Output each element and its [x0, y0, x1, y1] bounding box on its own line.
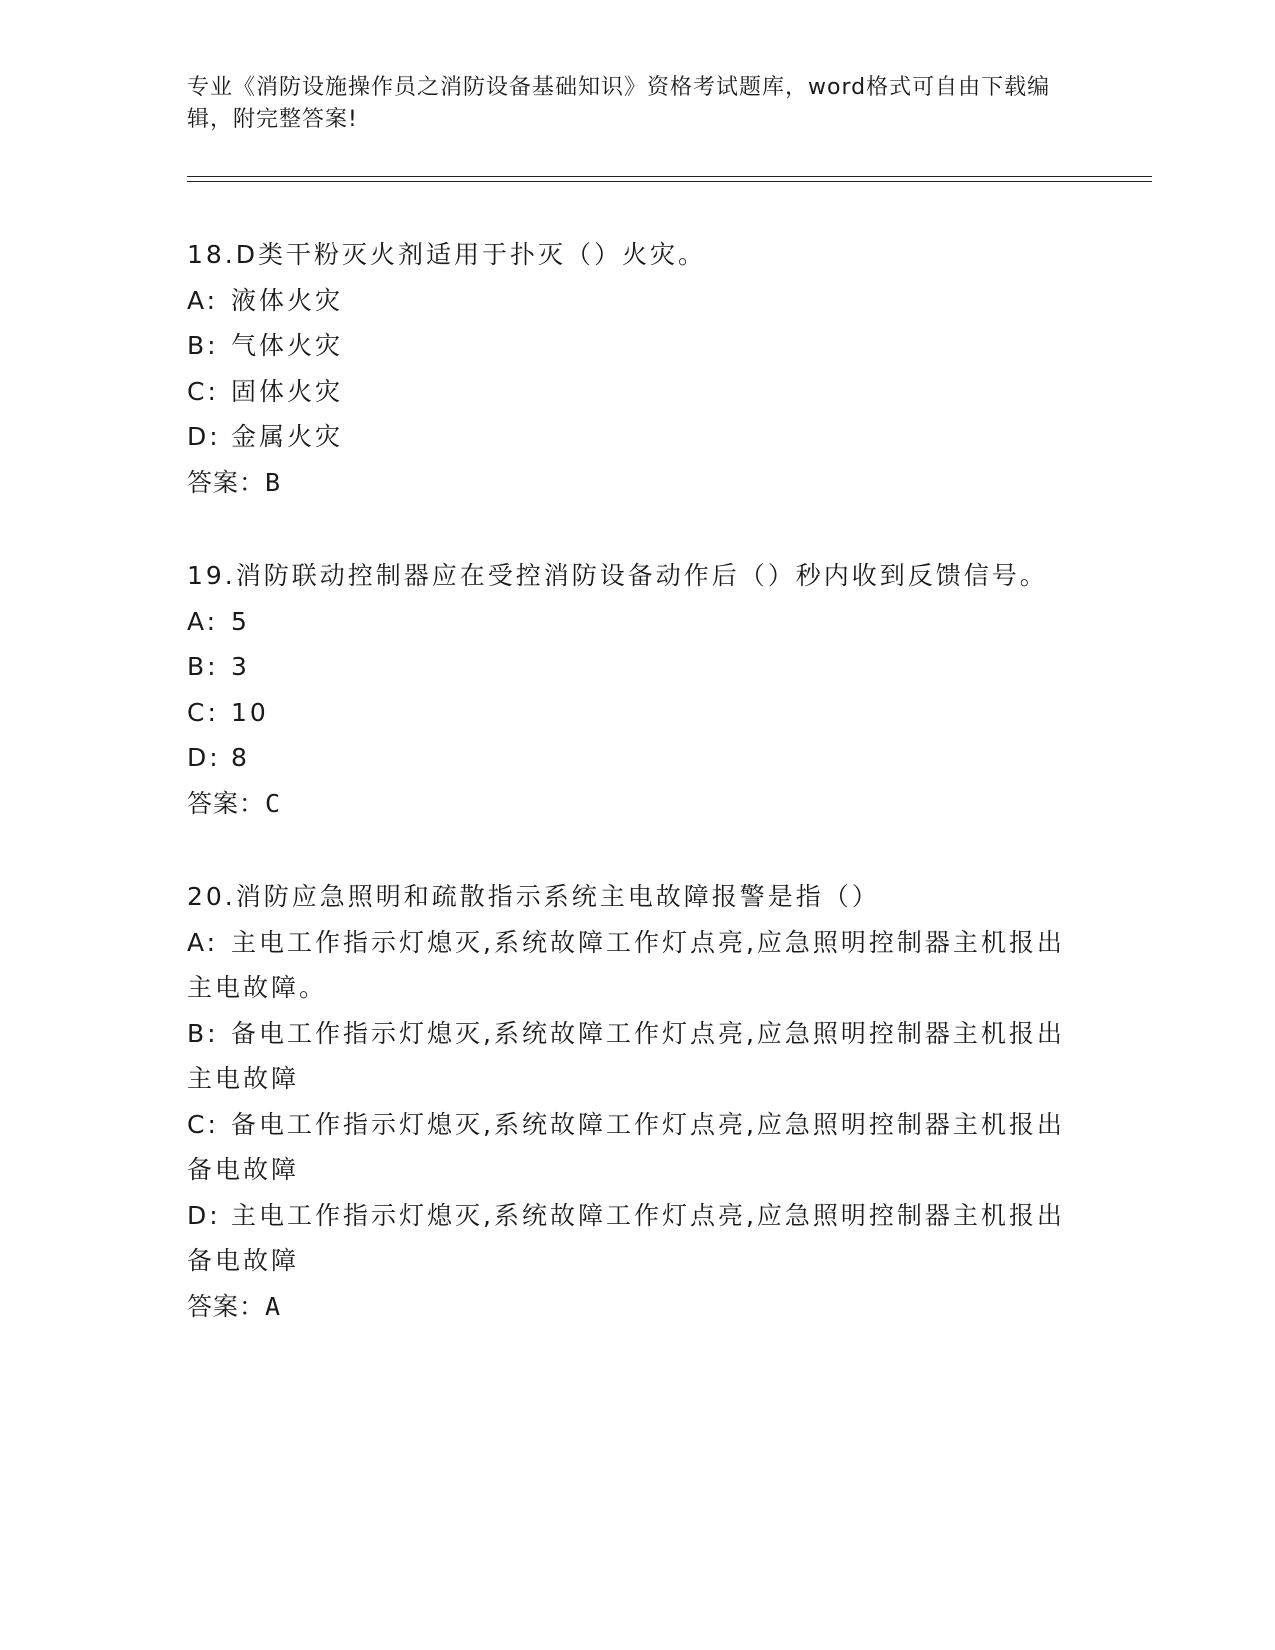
- option-text: 3: [231, 652, 250, 681]
- option-b: [187, 1011, 1087, 1102]
- question-stem: 19.消防联动控制器应在受控消防设备动作后（）秒内收到反馈信号。: [187, 561, 1048, 590]
- option-c: [187, 690, 1087, 736]
- option-b: [187, 644, 1087, 690]
- option-text: 5: [231, 606, 250, 636]
- question-stem: 20.消防应急照明和疏散指示系统主电故障报警是指（）: [187, 882, 880, 911]
- option-text: 主电工作指示灯熄灭,系统故障工作灯点亮,应急照明控制器主机报出备电故障: [187, 1200, 1065, 1275]
- option-letter: C:: [187, 1109, 219, 1139]
- option-a: [187, 599, 1087, 645]
- option-text: 金属火灾: [231, 422, 344, 451]
- option-letter: C:: [187, 697, 219, 727]
- answer-value: B: [265, 467, 282, 497]
- option-letter: A:: [187, 606, 219, 636]
- option-text: 固体火灾: [231, 376, 344, 406]
- question-20: [187, 874, 1087, 1329]
- option-text: 8: [231, 743, 250, 772]
- option-letter: A:: [187, 927, 219, 957]
- option-letter: D:: [187, 743, 221, 772]
- option-letter: C:: [187, 376, 219, 406]
- option-text: 气体火灾: [231, 331, 344, 360]
- option-text: 备电工作指示灯熄灭,系统故障工作灯点亮,应急照明控制器主机报出主电故障: [187, 1018, 1065, 1093]
- option-a: [187, 920, 1087, 1011]
- answer-line: [187, 781, 1087, 827]
- option-c: [187, 369, 1087, 415]
- option-letter: D:: [187, 1200, 221, 1230]
- document-header: 专业《消防设施操作员之消防设备基础知识》资格考试题库，word格式可自由下载编辑，附完整答案!: [187, 75, 1051, 132]
- answer-line: [187, 460, 1087, 506]
- answer-line: [187, 1284, 1087, 1330]
- option-letter: B:: [187, 1018, 219, 1048]
- option-a: [187, 278, 1087, 324]
- question-18: [187, 232, 1087, 505]
- option-d: [187, 414, 1087, 460]
- option-text: 10: [231, 697, 269, 727]
- option-letter: B:: [187, 652, 219, 681]
- question-list: [187, 232, 1087, 1377]
- answer-value: C: [265, 788, 282, 818]
- answer-label: 答案：: [187, 1291, 266, 1321]
- option-d: [187, 735, 1087, 781]
- answer-label: 答案：: [187, 467, 266, 497]
- option-letter: D:: [187, 422, 221, 451]
- header-divider-top: [187, 176, 1152, 177]
- answer-label: 答案：: [187, 788, 266, 818]
- answer-value: A: [265, 1291, 282, 1321]
- option-text: 主电工作指示灯熄灭,系统故障工作灯点亮,应急照明控制器主机报出主电故障。: [187, 927, 1065, 1002]
- option-d: [187, 1193, 1087, 1284]
- option-c: [187, 1102, 1087, 1193]
- option-text: 液体火灾: [231, 285, 344, 315]
- question-19: [187, 553, 1087, 826]
- option-letter: A:: [187, 285, 219, 315]
- header-divider-bottom: [187, 181, 1152, 182]
- option-letter: B:: [187, 331, 219, 360]
- question-stem: 18.D类干粉灭火剂适用于扑灭（）火灾。: [187, 240, 707, 269]
- option-text: 备电工作指示灯熄灭,系统故障工作灯点亮,应急照明控制器主机报出备电故障: [187, 1109, 1065, 1184]
- option-b: [187, 323, 1087, 369]
